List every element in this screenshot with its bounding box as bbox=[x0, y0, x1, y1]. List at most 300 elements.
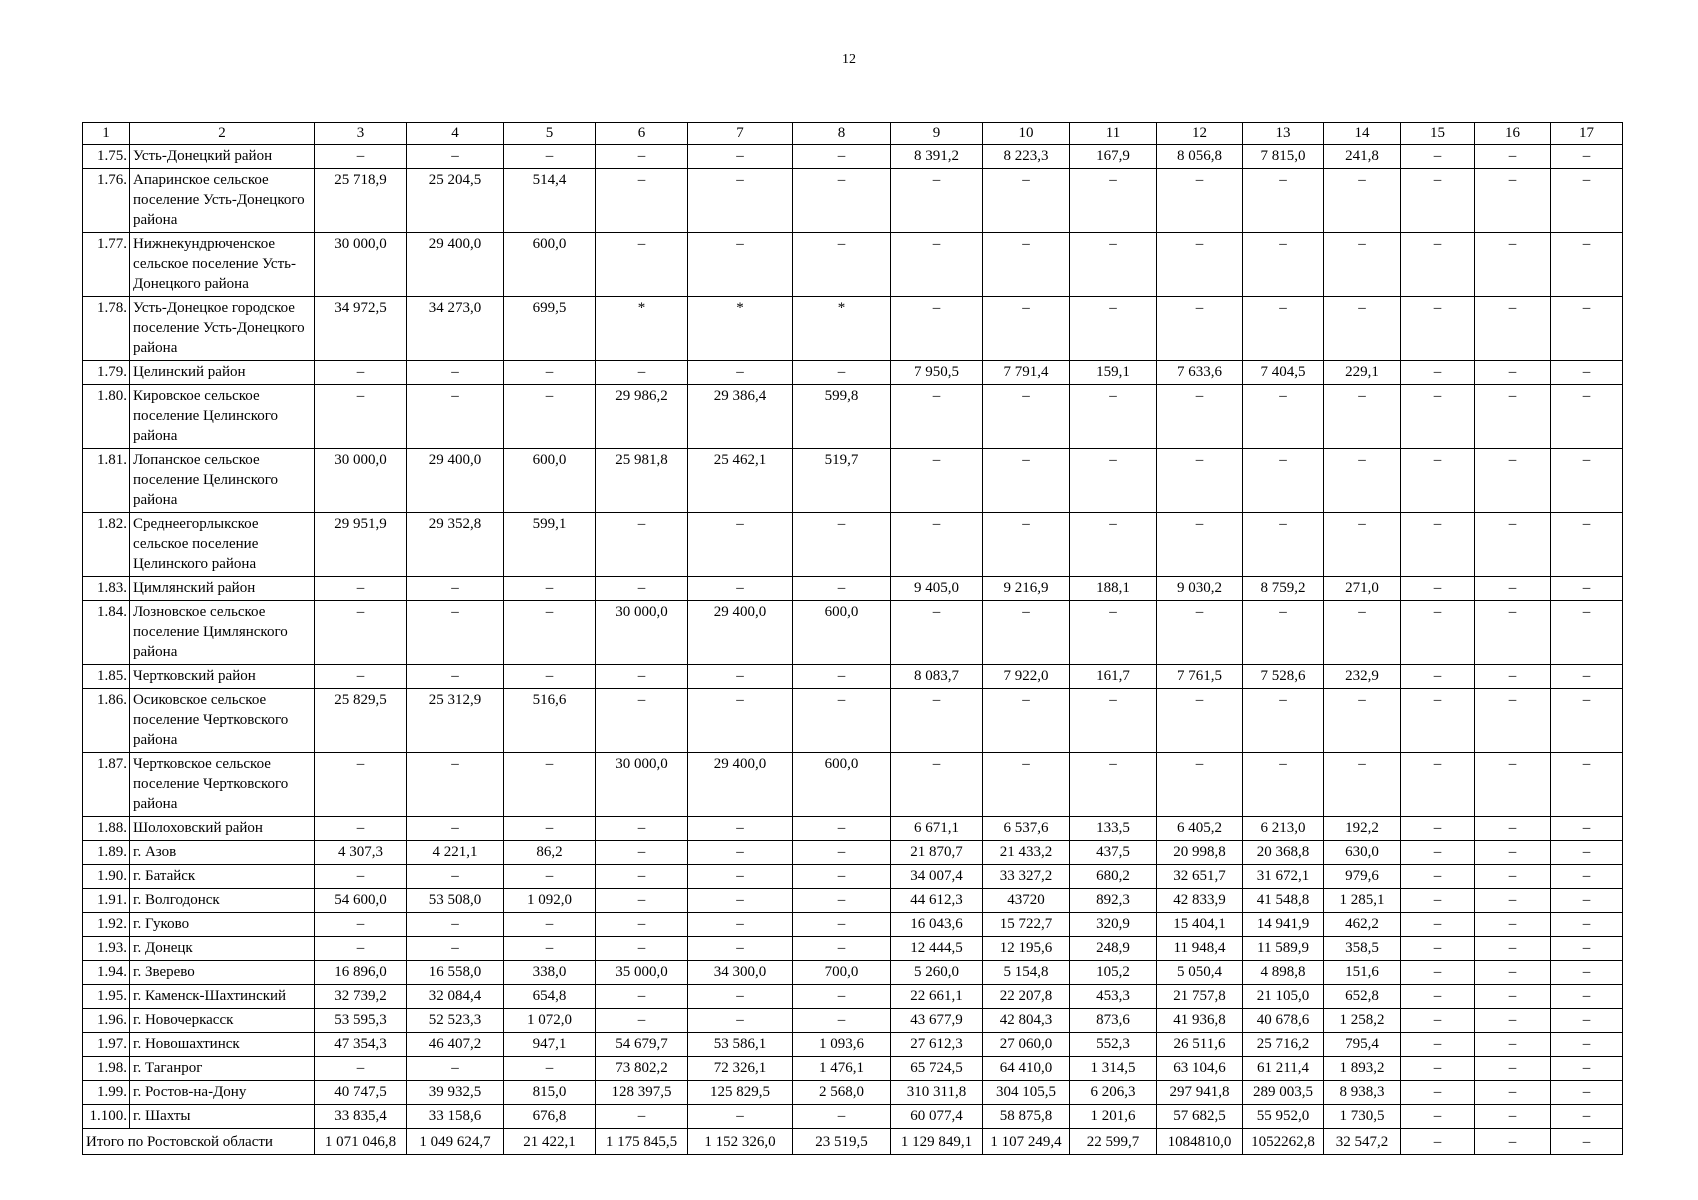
value-cell: – bbox=[596, 913, 688, 937]
value-cell: 40 747,5 bbox=[315, 1081, 407, 1105]
value-cell: 25 829,5 bbox=[315, 689, 407, 753]
table-row bbox=[83, 841, 1623, 865]
value-cell: – bbox=[1551, 841, 1623, 865]
row-name: г. Волгодонск bbox=[130, 889, 315, 913]
value-cell: 16 896,0 bbox=[315, 961, 407, 985]
value-cell: 5 260,0 bbox=[891, 961, 983, 985]
value-cell: – bbox=[596, 689, 688, 753]
value-cell: – bbox=[1070, 169, 1157, 233]
value-cell: – bbox=[407, 753, 504, 817]
value-cell: – bbox=[1243, 449, 1324, 513]
value-cell: – bbox=[1243, 169, 1324, 233]
value-cell: – bbox=[891, 753, 983, 817]
value-cell: 358,5 bbox=[1324, 937, 1401, 961]
value-cell: 29 400,0 bbox=[407, 233, 504, 297]
row-code: 1.86. bbox=[83, 689, 130, 753]
value-cell: – bbox=[504, 361, 596, 385]
value-cell: 1 730,5 bbox=[1324, 1105, 1401, 1129]
row-name: Лозновское сельское поселение Цимлянского района bbox=[130, 601, 315, 665]
value-cell: 1 314,5 bbox=[1070, 1057, 1157, 1081]
value-cell: 1 285,1 bbox=[1324, 889, 1401, 913]
value-cell: 29 400,0 bbox=[688, 601, 793, 665]
value-cell: – bbox=[407, 361, 504, 385]
value-cell: * bbox=[596, 297, 688, 361]
value-cell: – bbox=[504, 753, 596, 817]
value-cell: – bbox=[793, 665, 891, 689]
value-cell: – bbox=[891, 385, 983, 449]
value-cell: – bbox=[407, 601, 504, 665]
table-row bbox=[83, 145, 1623, 169]
value-cell: – bbox=[793, 513, 891, 577]
value-cell: 7 791,4 bbox=[983, 361, 1070, 385]
value-cell: 27 060,0 bbox=[983, 1033, 1070, 1057]
row-name: г. Шахты bbox=[130, 1105, 315, 1129]
value-cell: 16 558,0 bbox=[407, 961, 504, 985]
value-cell: 192,2 bbox=[1324, 817, 1401, 841]
value-cell: 1 476,1 bbox=[793, 1057, 891, 1081]
value-cell: – bbox=[1401, 1057, 1475, 1081]
value-cell: – bbox=[1551, 297, 1623, 361]
value-cell: – bbox=[1401, 1009, 1475, 1033]
value-cell: 11 948,4 bbox=[1157, 937, 1243, 961]
row-name: Усть-Донецкое городское поселение Усть-Донецкого района bbox=[130, 297, 315, 361]
value-cell: – bbox=[407, 937, 504, 961]
value-cell: – bbox=[1475, 841, 1551, 865]
column-number-cell: 8 bbox=[793, 123, 891, 145]
value-cell: 600,0 bbox=[504, 449, 596, 513]
value-cell: – bbox=[1157, 601, 1243, 665]
value-cell: 30 000,0 bbox=[315, 449, 407, 513]
value-cell: 26 511,6 bbox=[1157, 1033, 1243, 1057]
value-cell: – bbox=[1324, 233, 1401, 297]
value-cell: – bbox=[504, 913, 596, 937]
value-cell: 159,1 bbox=[1070, 361, 1157, 385]
total-value-cell: 21 422,1 bbox=[504, 1129, 596, 1155]
row-name: г. Батайск bbox=[130, 865, 315, 889]
table-row bbox=[83, 689, 1623, 753]
value-cell: – bbox=[688, 913, 793, 937]
value-cell: – bbox=[1551, 1033, 1623, 1057]
value-cell: – bbox=[1243, 601, 1324, 665]
value-cell: – bbox=[1157, 449, 1243, 513]
value-cell: – bbox=[983, 753, 1070, 817]
value-cell: – bbox=[596, 169, 688, 233]
value-cell: – bbox=[1324, 753, 1401, 817]
table-row bbox=[83, 361, 1623, 385]
value-cell: 552,3 bbox=[1070, 1033, 1157, 1057]
value-cell: 41 548,8 bbox=[1243, 889, 1324, 913]
row-code: 1.90. bbox=[83, 865, 130, 889]
value-cell: – bbox=[1070, 233, 1157, 297]
value-cell: 7 950,5 bbox=[891, 361, 983, 385]
table-row bbox=[83, 297, 1623, 361]
row-name: г. Азов bbox=[130, 841, 315, 865]
value-cell: – bbox=[407, 817, 504, 841]
value-cell: – bbox=[1401, 513, 1475, 577]
value-cell: 34 007,4 bbox=[891, 865, 983, 889]
value-cell: – bbox=[596, 577, 688, 601]
value-cell: 63 104,6 bbox=[1157, 1057, 1243, 1081]
value-cell: 699,5 bbox=[504, 297, 596, 361]
value-cell: – bbox=[1157, 513, 1243, 577]
value-cell: 29 400,0 bbox=[407, 449, 504, 513]
value-cell: 22 207,8 bbox=[983, 985, 1070, 1009]
value-cell: 4 307,3 bbox=[315, 841, 407, 865]
value-cell: – bbox=[1551, 361, 1623, 385]
value-cell: – bbox=[1551, 961, 1623, 985]
value-cell: 33 327,2 bbox=[983, 865, 1070, 889]
table-row bbox=[83, 601, 1623, 665]
value-cell: 7 633,6 bbox=[1157, 361, 1243, 385]
value-cell: 34 972,5 bbox=[315, 297, 407, 361]
value-cell: 6 213,0 bbox=[1243, 817, 1324, 841]
value-cell: – bbox=[1551, 985, 1623, 1009]
value-cell: 320,9 bbox=[1070, 913, 1157, 937]
value-cell: – bbox=[1324, 689, 1401, 753]
value-cell: – bbox=[1324, 169, 1401, 233]
value-cell: 105,2 bbox=[1070, 961, 1157, 985]
total-value-cell: 1 049 624,7 bbox=[407, 1129, 504, 1155]
value-cell: 514,4 bbox=[504, 169, 596, 233]
value-cell: – bbox=[1401, 577, 1475, 601]
value-cell: – bbox=[1243, 233, 1324, 297]
value-cell: – bbox=[1070, 689, 1157, 753]
value-cell: – bbox=[793, 913, 891, 937]
value-cell: 15 722,7 bbox=[983, 913, 1070, 937]
value-cell: – bbox=[891, 689, 983, 753]
value-cell: – bbox=[596, 665, 688, 689]
budget-allocation-table bbox=[82, 122, 1623, 1155]
value-cell: – bbox=[688, 145, 793, 169]
row-code: 1.95. bbox=[83, 985, 130, 1009]
value-cell: – bbox=[793, 937, 891, 961]
value-cell: – bbox=[596, 145, 688, 169]
value-cell: 8 391,2 bbox=[891, 145, 983, 169]
value-cell: 232,9 bbox=[1324, 665, 1401, 689]
value-cell: – bbox=[504, 665, 596, 689]
row-code: 1.82. bbox=[83, 513, 130, 577]
value-cell: 57 682,5 bbox=[1157, 1105, 1243, 1129]
value-cell: – bbox=[1475, 665, 1551, 689]
total-row bbox=[83, 1129, 1623, 1155]
value-cell: 1 893,2 bbox=[1324, 1057, 1401, 1081]
value-cell: – bbox=[596, 865, 688, 889]
value-cell: – bbox=[596, 841, 688, 865]
value-cell: – bbox=[1475, 513, 1551, 577]
value-cell: 815,0 bbox=[504, 1081, 596, 1105]
row-code: 1.100. bbox=[83, 1105, 130, 1129]
table-row bbox=[83, 1033, 1623, 1057]
value-cell: – bbox=[1324, 449, 1401, 513]
value-cell: – bbox=[315, 753, 407, 817]
value-cell: 1 072,0 bbox=[504, 1009, 596, 1033]
row-code: 1.94. bbox=[83, 961, 130, 985]
value-cell: – bbox=[504, 145, 596, 169]
row-name: г. Таганрог bbox=[130, 1057, 315, 1081]
value-cell: 86,2 bbox=[504, 841, 596, 865]
value-cell: 25 716,2 bbox=[1243, 1033, 1324, 1057]
value-cell: – bbox=[1475, 1081, 1551, 1105]
value-cell: – bbox=[1401, 753, 1475, 817]
value-cell: – bbox=[1157, 689, 1243, 753]
value-cell: 72 326,1 bbox=[688, 1057, 793, 1081]
row-name: Лопанское сельское поселение Целинского района bbox=[130, 449, 315, 513]
value-cell: – bbox=[1551, 513, 1623, 577]
value-cell: – bbox=[1157, 753, 1243, 817]
table-row bbox=[83, 1057, 1623, 1081]
value-cell: – bbox=[891, 601, 983, 665]
value-cell: – bbox=[1475, 753, 1551, 817]
value-cell: – bbox=[1401, 937, 1475, 961]
value-cell: 21 433,2 bbox=[983, 841, 1070, 865]
row-code: 1.77. bbox=[83, 233, 130, 297]
value-cell: – bbox=[688, 577, 793, 601]
value-cell: – bbox=[891, 449, 983, 513]
value-cell: – bbox=[407, 865, 504, 889]
total-value-cell: – bbox=[1401, 1129, 1475, 1155]
value-cell: – bbox=[983, 449, 1070, 513]
value-cell: 20 368,8 bbox=[1243, 841, 1324, 865]
value-cell: – bbox=[688, 1009, 793, 1033]
value-cell: – bbox=[1070, 385, 1157, 449]
value-cell: 30 000,0 bbox=[315, 233, 407, 297]
value-cell: 338,0 bbox=[504, 961, 596, 985]
value-cell: – bbox=[793, 889, 891, 913]
value-cell: 34 300,0 bbox=[688, 961, 793, 985]
value-cell: – bbox=[1475, 1033, 1551, 1057]
total-value-cell: 22 599,7 bbox=[1070, 1129, 1157, 1155]
value-cell: – bbox=[891, 297, 983, 361]
value-cell: 125 829,5 bbox=[688, 1081, 793, 1105]
value-cell: 42 804,3 bbox=[983, 1009, 1070, 1033]
value-cell: 133,5 bbox=[1070, 817, 1157, 841]
value-cell: 60 077,4 bbox=[891, 1105, 983, 1129]
total-value-cell: 1 152 326,0 bbox=[688, 1129, 793, 1155]
value-cell: – bbox=[1551, 169, 1623, 233]
value-cell: – bbox=[315, 361, 407, 385]
value-cell: – bbox=[1401, 961, 1475, 985]
value-cell: 54 600,0 bbox=[315, 889, 407, 913]
value-cell: 600,0 bbox=[504, 233, 596, 297]
value-cell: 1 093,6 bbox=[793, 1033, 891, 1057]
total-value-cell: 1 175 845,5 bbox=[596, 1129, 688, 1155]
value-cell: – bbox=[1324, 513, 1401, 577]
page-number: 12 bbox=[842, 52, 856, 67]
value-cell: 53 595,3 bbox=[315, 1009, 407, 1033]
value-cell: – bbox=[1551, 1105, 1623, 1129]
total-value-cell: 1 129 849,1 bbox=[891, 1129, 983, 1155]
value-cell: 58 875,8 bbox=[983, 1105, 1070, 1129]
value-cell: – bbox=[793, 689, 891, 753]
table-row bbox=[83, 449, 1623, 513]
value-cell: 7 404,5 bbox=[1243, 361, 1324, 385]
value-cell: – bbox=[504, 865, 596, 889]
value-cell: – bbox=[1401, 1081, 1475, 1105]
row-name: г. Ростов-на-Дону bbox=[130, 1081, 315, 1105]
value-cell: – bbox=[1157, 169, 1243, 233]
value-cell: – bbox=[1157, 297, 1243, 361]
column-number-header bbox=[83, 123, 1623, 145]
value-cell: – bbox=[688, 169, 793, 233]
value-cell: 8 056,8 bbox=[1157, 145, 1243, 169]
value-cell: 271,0 bbox=[1324, 577, 1401, 601]
value-cell: – bbox=[596, 889, 688, 913]
value-cell: – bbox=[1475, 601, 1551, 665]
value-cell: – bbox=[1243, 753, 1324, 817]
value-cell: – bbox=[1401, 1033, 1475, 1057]
column-number-cell: 15 bbox=[1401, 123, 1475, 145]
row-name: г. Новочеркасск bbox=[130, 1009, 315, 1033]
table-row bbox=[83, 1009, 1623, 1033]
value-cell: 9 216,9 bbox=[983, 577, 1070, 601]
value-cell: – bbox=[1401, 841, 1475, 865]
value-cell: – bbox=[407, 385, 504, 449]
value-cell: – bbox=[1475, 865, 1551, 889]
value-cell: 630,0 bbox=[1324, 841, 1401, 865]
column-number-cell: 6 bbox=[596, 123, 688, 145]
value-cell: 248,9 bbox=[1070, 937, 1157, 961]
value-cell: – bbox=[1401, 449, 1475, 513]
column-number-cell: 5 bbox=[504, 123, 596, 145]
value-cell: – bbox=[1070, 513, 1157, 577]
value-cell: – bbox=[1401, 913, 1475, 937]
value-cell: – bbox=[983, 297, 1070, 361]
value-cell: 600,0 bbox=[793, 753, 891, 817]
column-number-cell: 11 bbox=[1070, 123, 1157, 145]
total-value-cell: – bbox=[1551, 1129, 1623, 1155]
value-cell: – bbox=[315, 937, 407, 961]
value-cell: – bbox=[1551, 1081, 1623, 1105]
value-cell: 1 092,0 bbox=[504, 889, 596, 913]
value-cell: 20 998,8 bbox=[1157, 841, 1243, 865]
value-cell: – bbox=[1475, 577, 1551, 601]
table-row bbox=[83, 817, 1623, 841]
table-row bbox=[83, 865, 1623, 889]
value-cell: – bbox=[596, 1105, 688, 1129]
total-value-cell: 1 071 046,8 bbox=[315, 1129, 407, 1155]
value-cell: – bbox=[688, 1105, 793, 1129]
value-cell: 11 589,9 bbox=[1243, 937, 1324, 961]
value-cell: – bbox=[1070, 753, 1157, 817]
column-number-cell: 9 bbox=[891, 123, 983, 145]
value-cell: – bbox=[1475, 889, 1551, 913]
value-cell: 32 739,2 bbox=[315, 985, 407, 1009]
value-cell: 6 671,1 bbox=[891, 817, 983, 841]
row-code: 1.98. bbox=[83, 1057, 130, 1081]
value-cell: 9 405,0 bbox=[891, 577, 983, 601]
total-value-cell: 23 519,5 bbox=[793, 1129, 891, 1155]
value-cell: – bbox=[1551, 665, 1623, 689]
value-cell: 35 000,0 bbox=[596, 961, 688, 985]
value-cell: – bbox=[407, 665, 504, 689]
value-cell: – bbox=[688, 985, 793, 1009]
value-cell: – bbox=[1551, 577, 1623, 601]
value-cell: 519,7 bbox=[793, 449, 891, 513]
table-row bbox=[83, 889, 1623, 913]
value-cell: – bbox=[315, 817, 407, 841]
value-cell: 12 195,6 bbox=[983, 937, 1070, 961]
value-cell: – bbox=[1475, 233, 1551, 297]
value-cell: 25 312,9 bbox=[407, 689, 504, 753]
value-cell: 599,8 bbox=[793, 385, 891, 449]
value-cell: – bbox=[688, 841, 793, 865]
table-row bbox=[83, 913, 1623, 937]
value-cell: – bbox=[793, 841, 891, 865]
row-name: Чертковский район bbox=[130, 665, 315, 689]
value-cell: 7 815,0 bbox=[1243, 145, 1324, 169]
table-row bbox=[83, 513, 1623, 577]
value-cell: 947,1 bbox=[504, 1033, 596, 1057]
value-cell: – bbox=[1243, 297, 1324, 361]
value-cell: 40 678,6 bbox=[1243, 1009, 1324, 1033]
row-code: 1.89. bbox=[83, 841, 130, 865]
row-code: 1.84. bbox=[83, 601, 130, 665]
value-cell: 29 386,4 bbox=[688, 385, 793, 449]
value-cell: – bbox=[983, 601, 1070, 665]
value-cell: – bbox=[793, 361, 891, 385]
value-cell: 22 661,1 bbox=[891, 985, 983, 1009]
value-cell: 29 400,0 bbox=[688, 753, 793, 817]
value-cell: 1 258,2 bbox=[1324, 1009, 1401, 1033]
total-value-cell: 32 547,2 bbox=[1324, 1129, 1401, 1155]
row-code: 1.96. bbox=[83, 1009, 130, 1033]
value-cell: – bbox=[1070, 297, 1157, 361]
table-row bbox=[83, 385, 1623, 449]
value-cell: 873,6 bbox=[1070, 1009, 1157, 1033]
value-cell: * bbox=[688, 297, 793, 361]
value-cell: – bbox=[1324, 297, 1401, 361]
value-cell: 516,6 bbox=[504, 689, 596, 753]
value-cell: – bbox=[1551, 913, 1623, 937]
row-name: г. Каменск-Шахтинский bbox=[130, 985, 315, 1009]
row-code: 1.83. bbox=[83, 577, 130, 601]
value-cell: – bbox=[1551, 1057, 1623, 1081]
value-cell: – bbox=[315, 665, 407, 689]
value-cell: 700,0 bbox=[793, 961, 891, 985]
value-cell: – bbox=[504, 385, 596, 449]
column-number-cell: 3 bbox=[315, 123, 407, 145]
value-cell: 7 922,0 bbox=[983, 665, 1070, 689]
value-cell: – bbox=[793, 985, 891, 1009]
total-value-cell: 1084810,0 bbox=[1157, 1129, 1243, 1155]
table-row bbox=[83, 753, 1623, 817]
value-cell: – bbox=[1401, 385, 1475, 449]
row-name: Целинский район bbox=[130, 361, 315, 385]
value-cell: – bbox=[688, 937, 793, 961]
value-cell: 55 952,0 bbox=[1243, 1105, 1324, 1129]
value-cell: 8 938,3 bbox=[1324, 1081, 1401, 1105]
value-cell: 297 941,8 bbox=[1157, 1081, 1243, 1105]
value-cell: – bbox=[1401, 361, 1475, 385]
value-cell: – bbox=[1475, 817, 1551, 841]
value-cell: 33 158,6 bbox=[407, 1105, 504, 1129]
value-cell: – bbox=[983, 513, 1070, 577]
value-cell: 53 586,1 bbox=[688, 1033, 793, 1057]
value-cell: – bbox=[1243, 689, 1324, 753]
row-code: 1.97. bbox=[83, 1033, 130, 1057]
value-cell: – bbox=[793, 169, 891, 233]
value-cell: – bbox=[688, 689, 793, 753]
value-cell: 29 986,2 bbox=[596, 385, 688, 449]
value-cell: – bbox=[1401, 297, 1475, 361]
value-cell: 8 759,2 bbox=[1243, 577, 1324, 601]
value-cell: – bbox=[891, 513, 983, 577]
value-cell: 33 835,4 bbox=[315, 1105, 407, 1129]
value-cell: – bbox=[793, 233, 891, 297]
value-cell: – bbox=[315, 145, 407, 169]
row-code: 1.76. bbox=[83, 169, 130, 233]
value-cell: 6 206,3 bbox=[1070, 1081, 1157, 1105]
